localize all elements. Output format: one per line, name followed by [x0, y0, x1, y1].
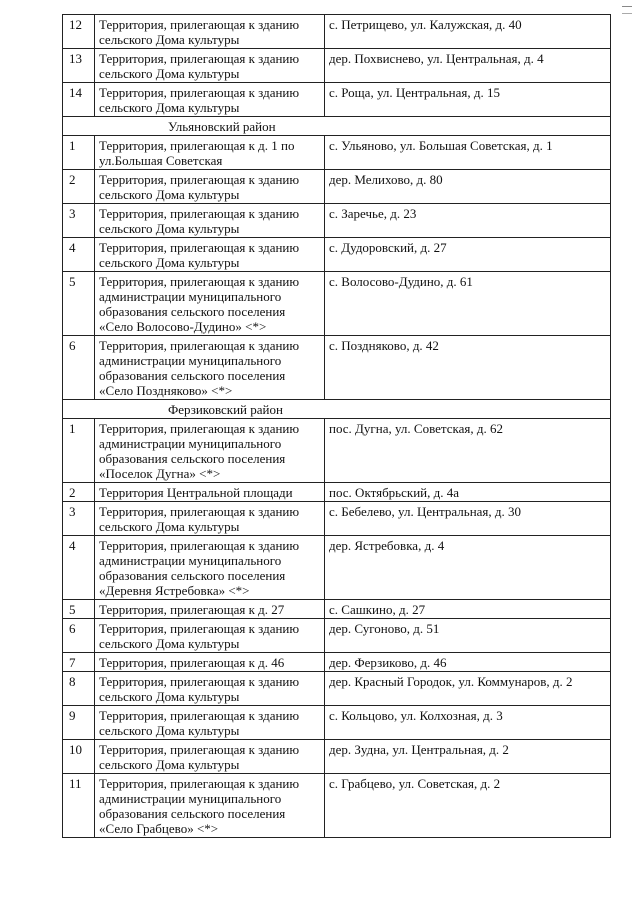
- territory-table-body: [63, 15, 611, 838]
- table-row: [63, 49, 611, 83]
- address-cell: с. Дудоровский, д. 27: [325, 238, 611, 272]
- address-cell: с. Кольцово, ул. Колхозная, д. 3: [325, 706, 611, 740]
- address-cell: с. Грабцево, ул. Советская, д. 2: [325, 774, 611, 838]
- address-cell: с. Волосово-Дудино, д. 61: [325, 272, 611, 336]
- address-cell: с. Поздняково, д. 42: [325, 336, 611, 400]
- table-row: [63, 204, 611, 238]
- table-row: [63, 170, 611, 204]
- row-number: 9: [63, 706, 95, 740]
- address-cell: с. Сашкино, д. 27: [325, 600, 611, 619]
- row-number: 6: [63, 619, 95, 653]
- territory-cell: Территория, прилегающая к зданию сельского Дома культуры: [95, 238, 325, 272]
- table-row: [63, 600, 611, 619]
- territory-cell: Территория, прилегающая к зданию администрации муниципального образования сельского поселения «Село Грабцево» <*>: [95, 774, 325, 838]
- table-row: [63, 740, 611, 774]
- address-cell: дер. Красный Городок, ул. Коммунаров, д. 2: [325, 672, 611, 706]
- section-title: Ульяновский район: [63, 117, 611, 136]
- table-row: [63, 653, 611, 672]
- row-number: 14: [63, 83, 95, 117]
- row-number: 1: [63, 136, 95, 170]
- address-cell: с. Петрищево, ул. Калужская, д. 40: [325, 15, 611, 49]
- address-cell: с. Роща, ул. Центральная, д. 15: [325, 83, 611, 117]
- section-header-row: [63, 117, 611, 136]
- row-number: 8: [63, 672, 95, 706]
- table-row: [63, 136, 611, 170]
- territory-cell: Территория, прилегающая к зданию сельского Дома культуры: [95, 15, 325, 49]
- section-header-row: [63, 400, 611, 419]
- row-number: 13: [63, 49, 95, 83]
- row-number: 3: [63, 502, 95, 536]
- row-number: 2: [63, 483, 95, 502]
- territory-cell: Территория, прилегающая к зданию сельского Дома культуры: [95, 740, 325, 774]
- row-number: 6: [63, 336, 95, 400]
- territory-cell: Территория, прилегающая к зданию сельского Дома культуры: [95, 204, 325, 238]
- section-title: Ферзиковский район: [63, 400, 611, 419]
- address-cell: пос. Дугна, ул. Советская, д. 62: [325, 419, 611, 483]
- row-number: 5: [63, 600, 95, 619]
- table-row: [63, 706, 611, 740]
- row-number: 12: [63, 15, 95, 49]
- row-number: 7: [63, 653, 95, 672]
- address-cell: дер. Похвиснево, ул. Центральная, д. 4: [325, 49, 611, 83]
- address-cell: дер. Мелихово, д. 80: [325, 170, 611, 204]
- territory-cell: Территория, прилегающая к д. 46: [95, 653, 325, 672]
- territory-cell: Территория, прилегающая к зданию сельского Дома культуры: [95, 170, 325, 204]
- table-row: [63, 672, 611, 706]
- scan-mark: [622, 6, 632, 14]
- table-row: [63, 536, 611, 600]
- table-row: [63, 272, 611, 336]
- row-number: 11: [63, 774, 95, 838]
- territory-cell: Территория, прилегающая к зданию администрации муниципального образования сельского поселения «Село Поздняково» <*>: [95, 336, 325, 400]
- territory-cell: Территория, прилегающая к зданию сельского Дома культуры: [95, 619, 325, 653]
- address-cell: пос. Октябрьский, д. 4а: [325, 483, 611, 502]
- territory-cell: Территория, прилегающая к зданию сельского Дома культуры: [95, 502, 325, 536]
- table-row: [63, 502, 611, 536]
- table-row: [63, 15, 611, 49]
- address-cell: с. Бебелево, ул. Центральная, д. 30: [325, 502, 611, 536]
- table-row: [63, 483, 611, 502]
- row-number: 4: [63, 238, 95, 272]
- row-number: 10: [63, 740, 95, 774]
- table-row: [63, 774, 611, 838]
- table-row: [63, 419, 611, 483]
- territory-cell: Территория, прилегающая к зданию сельского Дома культуры: [95, 49, 325, 83]
- table-row: [63, 619, 611, 653]
- row-number: 5: [63, 272, 95, 336]
- territory-cell: Территория, прилегающая к зданию сельского Дома культуры: [95, 83, 325, 117]
- table-row: [63, 336, 611, 400]
- address-cell: дер. Ферзиково, д. 46: [325, 653, 611, 672]
- row-number: 2: [63, 170, 95, 204]
- territory-table: [62, 14, 611, 838]
- territory-cell: Территория, прилегающая к д. 1 по ул.Большая Советская: [95, 136, 325, 170]
- territory-cell: Территория, прилегающая к зданию администрации муниципального образования сельского поселения «Деревня Ястребовка» <*>: [95, 536, 325, 600]
- territory-cell: Территория, прилегающая к зданию сельского Дома культуры: [95, 706, 325, 740]
- table-row: [63, 238, 611, 272]
- table-row: [63, 83, 611, 117]
- row-number: 1: [63, 419, 95, 483]
- row-number: 3: [63, 204, 95, 238]
- territory-cell: Территория Центральной площади: [95, 483, 325, 502]
- row-number: 4: [63, 536, 95, 600]
- territory-cell: Территория, прилегающая к зданию сельского Дома культуры: [95, 672, 325, 706]
- territory-cell: Территория, прилегающая к зданию администрации муниципального образования сельского поселения «Поселок Дугна» <*>: [95, 419, 325, 483]
- address-cell: с. Ульяново, ул. Большая Советская, д. 1: [325, 136, 611, 170]
- territory-cell: Территория, прилегающая к д. 27: [95, 600, 325, 619]
- address-cell: с. Заречье, д. 23: [325, 204, 611, 238]
- address-cell: дер. Сугоново, д. 51: [325, 619, 611, 653]
- address-cell: дер. Зудна, ул. Центральная, д. 2: [325, 740, 611, 774]
- territory-cell: Территория, прилегающая к зданию администрации муниципального образования сельского поселения «Село Волосово-Дудино» <*>: [95, 272, 325, 336]
- address-cell: дер. Ястребовка, д. 4: [325, 536, 611, 600]
